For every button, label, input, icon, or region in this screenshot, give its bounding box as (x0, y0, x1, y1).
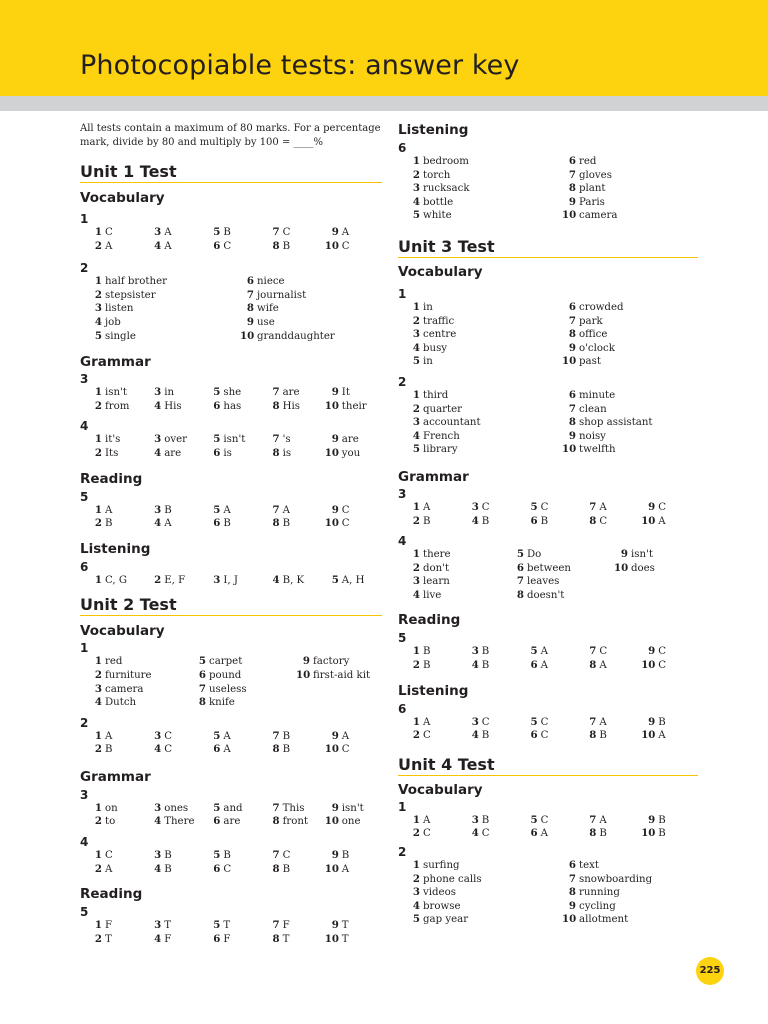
answer-item: 7 C (589, 645, 608, 658)
answer-item: 3 over (154, 433, 187, 446)
answer-item: 1 bedroom (412, 155, 469, 167)
answer-item: 8 B (272, 517, 291, 530)
answer-item: 9 A (331, 226, 350, 238)
answer-item: 8 T (272, 932, 290, 945)
answer-item: 2 B (94, 517, 113, 530)
unit2-ex5-number: 5 (80, 905, 89, 920)
answer-item: 1 on (94, 801, 118, 814)
answer-item: 4 job (94, 315, 121, 328)
answer-item: 5 white (412, 209, 452, 222)
answer-item: 8 B (589, 729, 607, 742)
unit2-ex2-answers (88, 730, 382, 757)
answer-item: 2 A (94, 862, 113, 875)
answer-item: 5 Do (516, 548, 542, 561)
answer-item: 7 B (272, 729, 291, 742)
listening-ex6-number: 6 (398, 141, 407, 155)
answer-item: 4 Dutch (94, 696, 137, 709)
answer-item: 10 does (614, 561, 655, 574)
unit2-ex2-number: 2 (80, 715, 89, 730)
answer-item: 8 plant (568, 182, 606, 195)
answer-item: 9 B (648, 715, 666, 728)
unit3-vocab-heading: Vocabulary (398, 263, 483, 280)
answer-item: 9 o'clock (568, 341, 615, 354)
answer-item: 7 useless (198, 682, 247, 695)
unit1-ex2-number: 2 (80, 261, 89, 276)
unit3-ex3-answers (406, 501, 698, 528)
answer-item: 6 minute (568, 388, 616, 401)
answer-item: 4 A (154, 239, 172, 252)
unit3-heading: Unit 3 Test (398, 237, 698, 258)
answer-item: 5 A (213, 729, 231, 742)
answer-item: 7 This (272, 801, 305, 814)
unit1-ex1-number: 1 (80, 212, 89, 226)
answer-item: 1 C (94, 226, 113, 238)
answer-item: 7 F (272, 919, 290, 932)
answer-item: 2 T (94, 932, 112, 945)
answer-item: 2 quarter (412, 402, 463, 415)
unit1-ex4-number: 4 (80, 419, 89, 434)
unit1-listening-heading: Listening (80, 540, 151, 557)
page-title: Photocopiable tests: answer key (80, 50, 520, 81)
answer-item: 8 C (589, 514, 608, 527)
answer-item: 8 His (272, 399, 300, 412)
unit3-listening-heading: Listening (398, 682, 469, 699)
answer-item: 9 C (648, 500, 666, 513)
answer-item: 10 past (562, 355, 601, 368)
answer-item: 9 factory (302, 655, 350, 668)
answer-item: 1 A (412, 500, 431, 513)
unit3-ex5-number: 5 (398, 631, 407, 646)
answer-item: 7 are (272, 386, 300, 399)
answer-item: 7 leaves (516, 575, 560, 588)
answer-item: 5 C (530, 813, 549, 826)
answer-item: 7 C (272, 849, 291, 862)
answer-item: 1 C, G (94, 573, 128, 586)
answer-item: 1 half brother (94, 275, 167, 288)
unit2-ex5-answers (88, 919, 382, 946)
answer-item: 4 B (471, 659, 490, 672)
answer-item: 6 niece (246, 275, 285, 288)
unit1-ex6-answers (88, 574, 382, 588)
unit4-ex1-number: 1 (398, 799, 407, 814)
answer-item: 3 in (154, 386, 175, 399)
answer-item: 6 C (213, 862, 232, 875)
answer-item: 10 twelfth (562, 443, 616, 456)
answer-item: 10 A (324, 862, 350, 875)
answer-item: 2 B (412, 659, 431, 672)
answer-item: 5 B (213, 849, 231, 862)
unit1-ex3-answers (88, 386, 382, 413)
unit3-ex4-number: 4 (398, 534, 407, 549)
answer-item: 4 browse (412, 899, 461, 912)
answer-item: 3 videos (412, 886, 456, 899)
answer-item: 8 B (272, 239, 291, 252)
empty-cell (296, 683, 386, 697)
answer-item: 10 C (324, 743, 350, 756)
answer-item: 2 C (412, 729, 431, 742)
answer-item: 4 B (154, 862, 172, 875)
answer-item: 10 C (324, 239, 350, 252)
answer-item: 6 B (530, 514, 549, 527)
answer-item: 2 C (412, 827, 431, 840)
answer-item: 1 F (94, 919, 113, 932)
page-number-badge: 225 (696, 957, 724, 985)
answer-item: 5 single (94, 329, 136, 342)
answer-item: 10 C (324, 517, 350, 530)
intro-text: All tests contain a maximum of 80 marks. For a percentage mark, divide by 80 and multiply by 100 = ____% (80, 123, 381, 148)
answer-item: 6 red (568, 155, 597, 167)
answer-item: 9 Paris (568, 195, 605, 208)
unit4-ex2-number: 2 (398, 845, 407, 860)
answer-item: 8 doesn't (516, 588, 565, 601)
empty-cell (614, 575, 704, 589)
answer-item: 8 A (589, 659, 607, 672)
answer-item: 6 A (530, 659, 548, 672)
unit3-ex3-number: 3 (398, 486, 407, 501)
answer-item: 1 A (94, 729, 113, 742)
unit3-ex4-answers (406, 548, 698, 602)
answer-item: 2 stepsister (94, 288, 156, 301)
answer-item: 2 A (94, 239, 113, 252)
unit1-reading-heading: Reading (80, 470, 143, 487)
unit3-reading-heading: Reading (398, 612, 461, 629)
answer-item: 9 isn't (620, 548, 653, 561)
answer-item: 1 A (94, 503, 113, 516)
answer-item: 6 crowded (568, 300, 624, 313)
answer-item: 5 she (213, 386, 242, 399)
answer-item: 3 C (471, 500, 490, 513)
unit1-listening-cont-heading: Listening (398, 122, 469, 138)
unit3-ex6-number: 6 (398, 701, 407, 716)
answer-item: 9 B (648, 813, 666, 826)
answer-item: 3 B (154, 849, 172, 862)
unit1-ex5-number: 5 (80, 489, 89, 504)
unit2-heading: Unit 2 Test (80, 595, 382, 616)
answer-item: 1 A (412, 813, 431, 826)
answer-item: 4 There (154, 815, 195, 828)
answer-item: 6 text (568, 859, 599, 872)
answer-item: 5 and (213, 801, 243, 814)
answer-item: 4 B, K (272, 573, 305, 586)
unit2-ex1-number: 1 (80, 641, 89, 656)
unit2-ex3-number: 3 (80, 787, 89, 802)
unit1-ex1-answers (88, 226, 382, 253)
unit1-ex6-number: 6 (80, 559, 89, 574)
answer-item: 1 isn't (94, 386, 127, 399)
answer-item: 3 rucksack (412, 182, 470, 195)
answer-item: 1 A (412, 715, 431, 728)
unit4-heading: Unit 4 Test (398, 755, 698, 776)
answer-item: 7 journalist (246, 288, 307, 301)
answer-item: 3 ones (154, 801, 189, 814)
answer-item: 9 use (246, 315, 275, 328)
unit2-grammar-heading: Grammar (80, 768, 151, 785)
answer-item: 4 bottle (412, 195, 454, 208)
unit1-ex2-answers (88, 275, 382, 343)
unit2-ex4-answers (88, 849, 382, 876)
header-band (0, 96, 768, 111)
unit2-ex3-answers (88, 802, 382, 829)
answer-item: 4 live (412, 588, 442, 601)
answer-item: 5 in (412, 355, 433, 368)
answer-item: 8 office (568, 328, 608, 341)
answer-item: 10 you (324, 446, 361, 459)
unit4-ex2-answers (406, 859, 698, 927)
unit2-reading-heading: Reading (80, 886, 143, 903)
answer-item: 9 isn't (331, 801, 364, 814)
unit3-ex1-answers (406, 301, 698, 369)
answer-item: 3 B (154, 503, 172, 516)
answer-item: 7 clean (568, 402, 607, 415)
answer-item: 4 A (154, 517, 172, 530)
answer-item: 10 A (641, 729, 666, 742)
answer-item: 5 library (412, 443, 458, 456)
answer-item: 3 B (471, 645, 490, 658)
answer-item: 2 E, F (154, 573, 186, 586)
answer-item: 1 in (412, 300, 433, 313)
unit1-ex5-answers (88, 504, 382, 531)
answer-item: 2 from (94, 399, 130, 412)
answer-item: 9 noisy (568, 429, 606, 442)
answer-item: 2 furniture (94, 668, 152, 681)
unit3-ex6-answers (406, 716, 698, 743)
answer-item: 10 granddaughter (240, 329, 335, 342)
answer-item: 1 there (412, 548, 451, 561)
answer-item: 9 C (648, 645, 666, 658)
answer-item: 2 don't (412, 561, 450, 574)
answer-item: 7 park (568, 314, 603, 327)
answer-item: 5 C (530, 715, 549, 728)
answer-item: 6 F (213, 932, 231, 945)
answer-item: 6 C (213, 239, 232, 252)
answer-item: 5 A, H (331, 573, 365, 586)
answer-item: 2 traffic (412, 314, 455, 327)
unit1-heading: Unit 1 Test (80, 162, 382, 183)
answer-item: 7 snowboarding (568, 872, 653, 885)
answer-item: 7 C (272, 226, 291, 238)
answer-item: 3 accountant (412, 416, 481, 429)
unit1-ex3-number: 3 (80, 372, 89, 387)
answer-item: 5 C (530, 500, 549, 513)
answer-item: 5 carpet (198, 655, 243, 668)
answer-item: 5 isn't (213, 433, 246, 446)
answer-item: 4 B (471, 729, 490, 742)
answer-item: 4 C (154, 743, 172, 756)
answer-item: 9 are (331, 433, 359, 446)
answer-item: 10 A (641, 514, 666, 527)
answer-item: 10 camera (562, 209, 618, 222)
answer-item: 7 A (589, 813, 607, 826)
answer-item: 3 camera (94, 682, 144, 695)
answer-item: 6 is (213, 446, 232, 459)
answer-item: 10 T (324, 932, 349, 945)
answer-item: 9 B (331, 849, 350, 862)
answer-item: 4 French (412, 429, 460, 442)
answer-item: 9 C (331, 503, 350, 516)
answer-item: 3 learn (412, 575, 450, 588)
answer-item: 2 B (94, 743, 113, 756)
answer-item: 3 I, J (213, 573, 238, 586)
answer-item: 4 His (154, 399, 182, 412)
answer-item: 3 listen (94, 302, 134, 315)
answer-item: 4 are (154, 446, 182, 459)
answer-item: 7 's (272, 433, 291, 446)
answer-item: 8 running (568, 886, 620, 899)
answer-item: 9 cycling (568, 899, 616, 912)
answer-item: 6 are (213, 815, 241, 828)
answer-item: 10 B (641, 827, 666, 840)
unit4-ex1-answers (406, 814, 698, 841)
answer-item: 9 A (331, 729, 350, 742)
answer-item: 6 pound (198, 668, 242, 681)
answer-item: 8 is (272, 446, 292, 459)
answer-item: 2 Its (94, 446, 119, 459)
answer-item: 3 T (154, 919, 171, 932)
answer-item: 2 torch (412, 168, 451, 181)
answer-item: 8 B (272, 862, 291, 875)
answer-item: 3 B (471, 813, 490, 826)
unit3-ex2-answers (406, 389, 698, 457)
answer-item: 3 C (154, 729, 172, 742)
empty-cell (296, 696, 386, 710)
answer-item: 10 C (641, 659, 666, 672)
unit2-ex1-answers (88, 655, 382, 709)
unit2-vocab-heading: Vocabulary (80, 623, 165, 640)
unit3-ex2-number: 2 (398, 374, 407, 389)
header-bar (0, 0, 768, 96)
answer-item: 7 A (589, 500, 607, 513)
answer-item: 6 has (213, 399, 242, 412)
answer-item: 3 centre (412, 328, 457, 341)
listening-ex6-answers (406, 155, 698, 223)
answer-item: 7 gloves (568, 168, 612, 181)
unit3-ex1-number: 1 (398, 286, 407, 301)
unit1-grammar-heading: Grammar (80, 354, 151, 371)
answer-item: 5 A (213, 503, 231, 516)
answer-item: 8 wife (246, 302, 279, 315)
answer-item: 9 T (331, 919, 349, 932)
unit2-ex4-number: 4 (80, 835, 89, 850)
left-column (80, 120, 382, 946)
answer-item: 6 A (213, 743, 231, 756)
unit1-vocab-heading: Vocabulary (80, 190, 165, 206)
answer-item: 2 B (412, 514, 431, 527)
unit3-grammar-heading: Grammar (398, 468, 469, 485)
answer-item: 8 shop assistant (568, 416, 653, 429)
answer-item: 5 T (213, 919, 231, 932)
answer-item: 6 C (530, 729, 549, 742)
unit4-vocab-heading: Vocabulary (398, 781, 483, 798)
answer-item: 10 one (324, 815, 361, 828)
answer-item: 8 knife (198, 696, 235, 709)
answer-item: 2 phone calls (412, 872, 482, 885)
answer-item: 4 B (471, 514, 490, 527)
unit3-ex5-answers (406, 645, 698, 672)
right-column (398, 120, 698, 927)
answer-item: 1 it's (94, 433, 121, 446)
answer-item: 2 to (94, 815, 116, 828)
answer-item: 6 B (213, 517, 231, 530)
unit1-ex4-answers (88, 433, 382, 460)
answer-item: 1 red (94, 655, 123, 668)
answer-item: 8 front (272, 815, 309, 828)
answer-item: 6 A (530, 827, 548, 840)
answer-item: 6 between (516, 561, 571, 574)
answer-item: 4 busy (412, 341, 448, 354)
answer-item: 7 A (272, 503, 290, 516)
answer-item: 8 B (272, 743, 291, 756)
answer-item: 4 C (471, 827, 490, 840)
answer-item: 1 surfing (412, 859, 460, 872)
answer-item: 3 C (471, 715, 490, 728)
answer-item: 9 It (331, 386, 350, 399)
answer-item: 5 A (530, 645, 548, 658)
answer-item: 1 C (94, 849, 113, 862)
answer-item: 10 allotment (562, 913, 629, 926)
answer-item: 7 A (589, 715, 607, 728)
answer-item: 1 third (412, 388, 449, 401)
answer-item: 10 first-aid kit (296, 668, 371, 681)
answer-item: 8 B (589, 827, 607, 840)
answer-item: 3 A (154, 226, 172, 238)
empty-cell (614, 589, 704, 603)
answer-item: 1 B (412, 645, 431, 658)
answer-item: 10 their (324, 399, 367, 412)
answer-item: 5 gap year (412, 913, 469, 926)
answer-item: 4 F (154, 932, 172, 945)
answer-item: 5 B (213, 226, 231, 238)
